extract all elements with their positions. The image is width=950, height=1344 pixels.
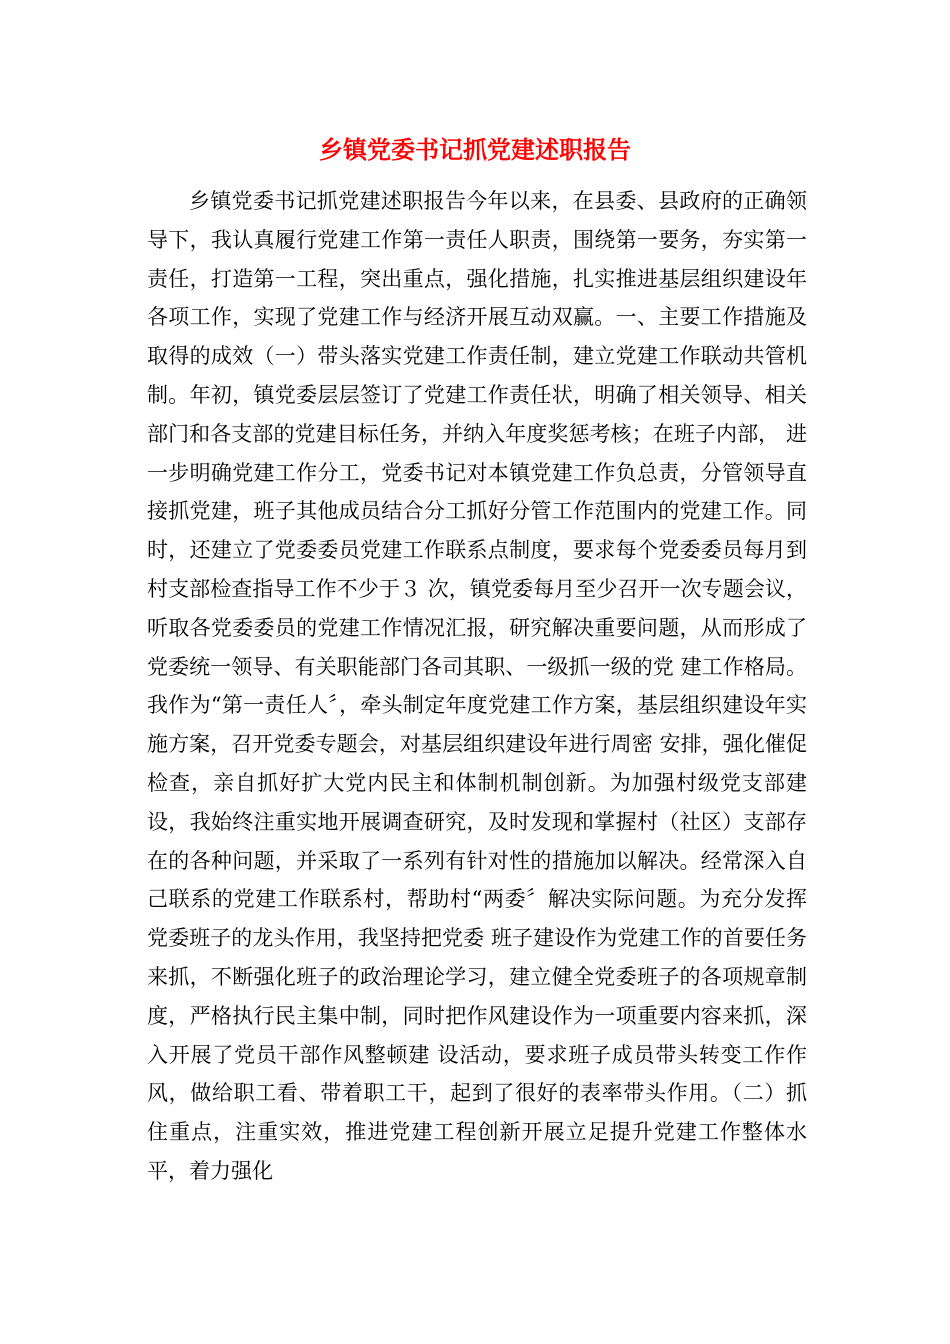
document-body-paragraph: 乡镇党委书记抓党建述职报告今年以来，在县委、县政府的正确领导下，我认真履行党建工作第一责任人职责，围绕第一要务，夯实第一责任，打造第一工程，突出重点，强化措施，扎实推进基层组织建设年各项工作，实现了党建工作与经济开展互动双赢。一、主要工作措施及取得的成效（一）带头落实党建工作责任制，建立党建工作联动共管机制。年初，镇党委层层签订了党建工作责任状，明确了相关领导、相关部门和各支部的党建目标任务，并纳入年度奖惩考核；在班子内部， 进一步明确党建工作分工，党委书记对本镇党建工作负总责，分管领导直接抓党建，班子其他成员结合分工抓好分管工作范围内的党建工作。同时，还建立了党委委员党建工作联系点制度，要求每个党委委员每月到村支部检查指导工作不少于３ 次，镇党委每月至少召开一次专题会议，听取各党委委员的党建工作情况汇报，研究解决重要问题，从而形成了党委统一领导、有关职能部门各司其职、一级抓一级的党 建工作格局。我作为“第一责任人〞，牵头制定年度党建工作方案，基层组织建设年实施方案，召开党委专题会，对基层组织建设年进行周密 安排，强化催促检查，亲自抓好扩大党内民主和体制机制创新。为加强村级党支部建设，我始终注重实地开展调查研究，及时发现和掌握村（社区）支部存在的各种问题，并采取了一系列有针对性的措施加以解决。经常深入自己联系的党建工作联系村，帮助村“两委〞解决实际问题。为充分发挥党委班子的龙头作用，我坚持把党委 班子建设作为党建工作的首要任务来抓，不断强化班子的政治理论学习，建立健全党委班子的各项规章制度，严格执行民主集中制，同时把作风建设作为一项重要内容来抓，深入开展了党员干部作风整顿建 设活动，要求班子成员带头转变工作作风，做给职工看、带着职工干，起到了很好的表率带头作用。（二）抓住重点，注重实效，推进党建工程创新开展立足提升党建工作整体水平，着力强化	[147, 189, 807, 1183]
document-title: 乡镇党委书记抓党建述职报告	[319, 135, 631, 164]
